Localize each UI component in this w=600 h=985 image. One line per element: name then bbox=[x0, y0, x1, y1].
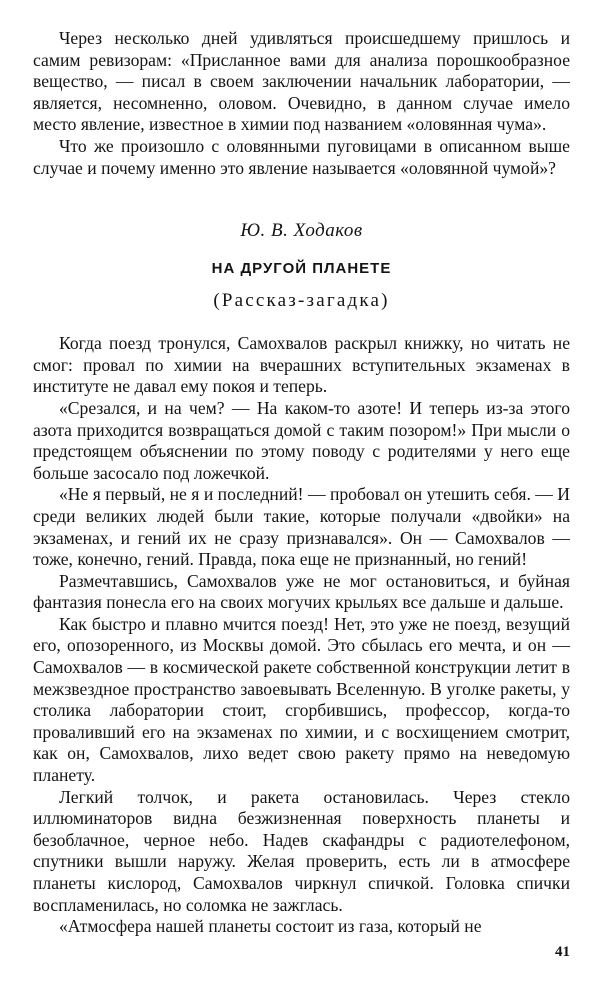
story-subtitle: (Рассказ-загадка) bbox=[213, 290, 390, 312]
intro-section bbox=[33, 28, 570, 179]
story-paragraph-7: «Атмосфера нашей планеты состоит из газа, который не bbox=[59, 916, 482, 937]
page-number: 41 bbox=[555, 944, 570, 960]
page-body bbox=[33, 28, 570, 938]
story-paragraph-4: Размечтавшись, Самохвалов уже не мог остановиться, и буйная фантазия понесла его на своих могучих крыльях все дальше и дальше. bbox=[33, 570, 570, 613]
story-paragraph-3: «Не я первый, не я и последний! — пробовал он утешить себя. — И среди великих людей были такие, которые получали «двойки» на экзаменах, и гений их не сразу признавался». Он — Самохвалов — тоже, конечно, гений. Правда, пока еще не признанный, но гений! bbox=[33, 484, 570, 570]
author-name: Ю. В. Ходаков bbox=[240, 220, 363, 242]
story-paragraph-5: Как быстро и плавно мчится поезд! Нет, это уже не поезд, везущий его, опозоренного, из Москвы домой. Это сбылась его мечта, и он — Самохвалов — в космической ракете собственной конструкции летит в межзвездное пространство завоевывать Вселенную. В уголке ракеты, у столика лаборатории стоит, сгорбившись, профессор, когда-то проваливший его на экзаменах по химии, и с восхищением смотрит, как он, Самохвалов, лихо ведет свою ракету прямо на неведомую планету. bbox=[33, 613, 570, 786]
story-section bbox=[33, 333, 570, 938]
story-paragraph-6: Легкий толчок, и ракета остановилась. Через стекло иллюминаторов видна безжизненная поверхность планеты и безоблачное, черное небо. Надев скафандры с радиотелефоном, спутники вышли наружу. Желая проверить, есть ли в атмосфере планеты кислород, Самохвалов чиркнул спичкой. Головка спички воспламенилась, но соломка не зажглась. bbox=[33, 786, 570, 915]
intro-paragraph-2: Что же произошло с оловянными пуговицами в описанном выше случае и почему именно это явление называется «оловянной чумой»? bbox=[33, 135, 570, 178]
story-paragraph-2: «Срезался, и на чем? — На каком-то азоте! И теперь из-за этого азота приходится возвращаться домой с таким позором!» При мысли о предстоящем объяснении по этому поводу с родителями у него еще больше засосало под ложечкой. bbox=[33, 397, 570, 483]
intro-paragraph-1: Через несколько дней удивляться происшедшему пришлось и самим ревизорам: «Присланное вами для анализа порошкообразное вещество, — писал в своем заключении начальник лаборатории, — является, несомненно, оловом. Очевидно, в данном случае имело место явление, известное в химии под названием «оловянная чума». bbox=[33, 28, 570, 135]
story-paragraph-1: Когда поезд тронулся, Самохвалов раскрыл книжку, но читать не смог: провал по химии на вчерашних вступительных экзаменах в институте не давал ему покоя и теперь. bbox=[33, 333, 570, 397]
story-title: НА ДРУГОЙ ПЛАНЕТЕ bbox=[211, 260, 392, 278]
